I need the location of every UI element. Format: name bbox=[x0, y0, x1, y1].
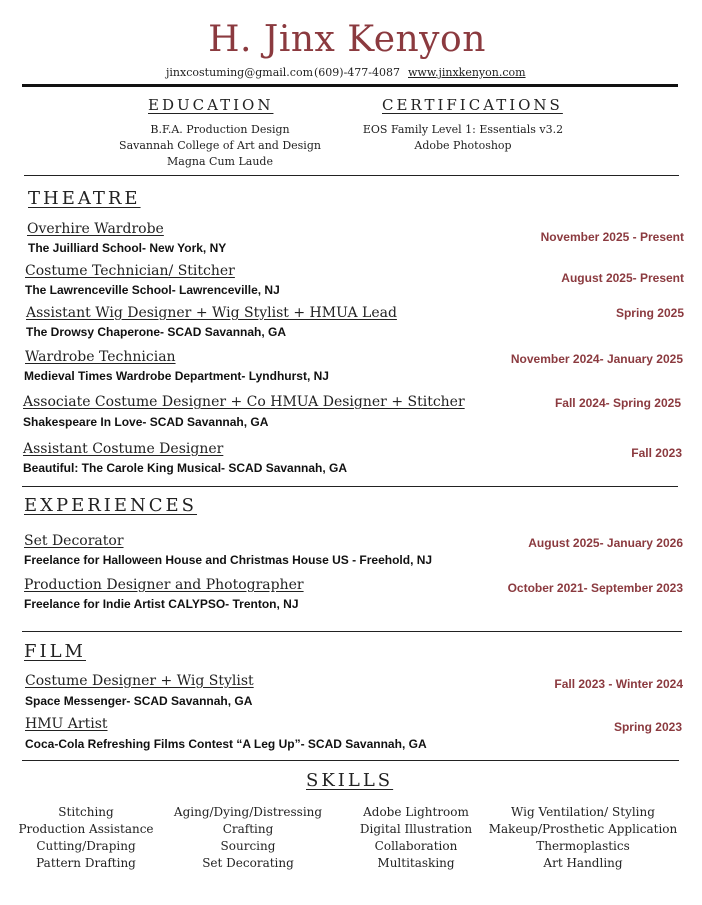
section-divider bbox=[22, 760, 679, 761]
theatre-entry-title: Overhire Wardrobe bbox=[27, 221, 164, 237]
theatre-entry-title: Costume Technician/ Stitcher bbox=[25, 263, 235, 279]
certifications-details bbox=[352, 122, 574, 154]
skill-item: Cutting/Draping bbox=[36, 839, 136, 853]
skill-item: Stitching bbox=[58, 805, 114, 819]
experience-entry-org: Freelance for Halloween House and Christmas House US - Freehold, NJ bbox=[24, 553, 433, 567]
theatre-entry-org: The Juilliard School- New York, NY bbox=[28, 241, 227, 255]
education-school: Savannah College of Art and Design bbox=[119, 139, 321, 152]
phone-text: (609)-477-4087 bbox=[314, 66, 401, 79]
theatre-entry-date: August 2025- Present bbox=[561, 271, 684, 285]
skill-item: Wig Ventilation/ Styling bbox=[511, 805, 655, 819]
theatre-entry-title: Wardrobe Technician bbox=[25, 349, 176, 365]
header-divider bbox=[22, 84, 678, 87]
education-details bbox=[105, 122, 335, 170]
education-degree: B.F.A. Production Design bbox=[150, 123, 290, 136]
section-divider bbox=[24, 175, 679, 176]
skills-column bbox=[168, 804, 328, 872]
website-link[interactable]: www.jinxkenyon.com bbox=[408, 66, 526, 79]
skills-heading: SKILLS bbox=[306, 770, 394, 791]
skill-item: Sourcing bbox=[220, 839, 276, 853]
skill-item: Pattern Drafting bbox=[36, 856, 136, 870]
skill-item: Adobe Lightroom bbox=[363, 805, 469, 819]
skill-item: Digital Illustration bbox=[359, 822, 473, 836]
theatre-entry-date: Fall 2024- Spring 2025 bbox=[554, 396, 681, 410]
theatre-entry-date: Fall 2023 bbox=[631, 446, 682, 460]
film-entry-title: Costume Designer + Wig Stylist bbox=[25, 673, 254, 689]
theatre-entry-date: Spring 2025 bbox=[615, 306, 684, 320]
skills-column bbox=[6, 804, 166, 872]
theatre-entry-title: Assistant Costume Designer bbox=[23, 441, 224, 457]
film-entry-date: Fall 2023 - Winter 2024 bbox=[554, 677, 683, 691]
skill-item: Multitasking bbox=[377, 856, 455, 870]
skill-item: Thermoplastics bbox=[536, 839, 630, 853]
section-divider bbox=[22, 631, 682, 632]
film-entry-title: HMU Artist bbox=[25, 716, 108, 732]
certifications-heading: CERTIFICATIONS bbox=[382, 96, 563, 114]
skill-item: Makeup/Prosthetic Application bbox=[488, 822, 678, 836]
certification-item: EOS Family Level 1: Essentials v3.2 bbox=[362, 123, 564, 136]
experience-entry-date: August 2025- January 2026 bbox=[528, 536, 683, 550]
film-entry-org: Coca-Cola Refreshing Films Contest “A Leg Up”- SCAD Savannah, GA bbox=[25, 737, 427, 751]
experiences-heading: EXPERIENCES bbox=[24, 495, 198, 516]
skill-item: Collaboration bbox=[374, 839, 458, 853]
experience-entry-org: Freelance for Indie Artist CALYPSO- Trenton, NJ bbox=[24, 597, 299, 611]
experience-entry-date: October 2021- September 2023 bbox=[507, 581, 683, 595]
email-text: jinxcostuming@gmail.com bbox=[166, 66, 314, 79]
theatre-entry-org: Shakespeare In Love- SCAD Savannah, GA bbox=[23, 415, 269, 429]
theatre-entry-org: Medieval Times Wardrobe Department- Lyndhurst, NJ bbox=[24, 369, 329, 383]
section-divider bbox=[22, 486, 678, 487]
skills-column bbox=[336, 804, 496, 872]
candidate-name: H. Jinx Kenyon bbox=[208, 19, 486, 60]
experience-entry-title: Production Designer and Photographer bbox=[24, 577, 304, 593]
theatre-entry-org: Beautiful: The Carole King Musical- SCAD Savannah, GA bbox=[23, 461, 348, 475]
skill-item: Production Assistance bbox=[18, 822, 154, 836]
film-heading: FILM bbox=[24, 641, 86, 662]
theatre-entry-date: November 2024- January 2025 bbox=[510, 352, 683, 366]
education-heading: EDUCATION bbox=[148, 96, 274, 114]
theatre-entry-date: November 2025 - Present bbox=[540, 230, 684, 244]
experience-entry-title: Set Decorator bbox=[24, 533, 124, 549]
skill-item: Set Decorating bbox=[202, 856, 294, 870]
theatre-entry-title: Associate Costume Designer + Co HMUA Designer + Stitcher bbox=[23, 394, 465, 410]
skill-item: Art Handling bbox=[543, 856, 623, 870]
skills-column bbox=[488, 804, 678, 872]
theatre-entry-title: Assistant Wig Designer + Wig Stylist + HMUA Lead bbox=[26, 305, 397, 321]
certification-item: Adobe Photoshop bbox=[414, 139, 512, 152]
film-entry-date: Spring 2023 bbox=[613, 720, 682, 734]
theatre-entry-org: The Lawrenceville School- Lawrenceville, NJ bbox=[25, 283, 280, 297]
film-entry-org: Space Messenger- SCAD Savannah, GA bbox=[25, 694, 253, 708]
theatre-heading: THEATRE bbox=[28, 188, 141, 209]
theatre-entry-org: The Drowsy Chaperone- SCAD Savannah, GA bbox=[26, 325, 287, 339]
education-honors: Magna Cum Laude bbox=[167, 155, 273, 168]
skill-item: Crafting bbox=[222, 822, 274, 836]
skill-item: Aging/Dying/Distressing bbox=[173, 805, 323, 819]
